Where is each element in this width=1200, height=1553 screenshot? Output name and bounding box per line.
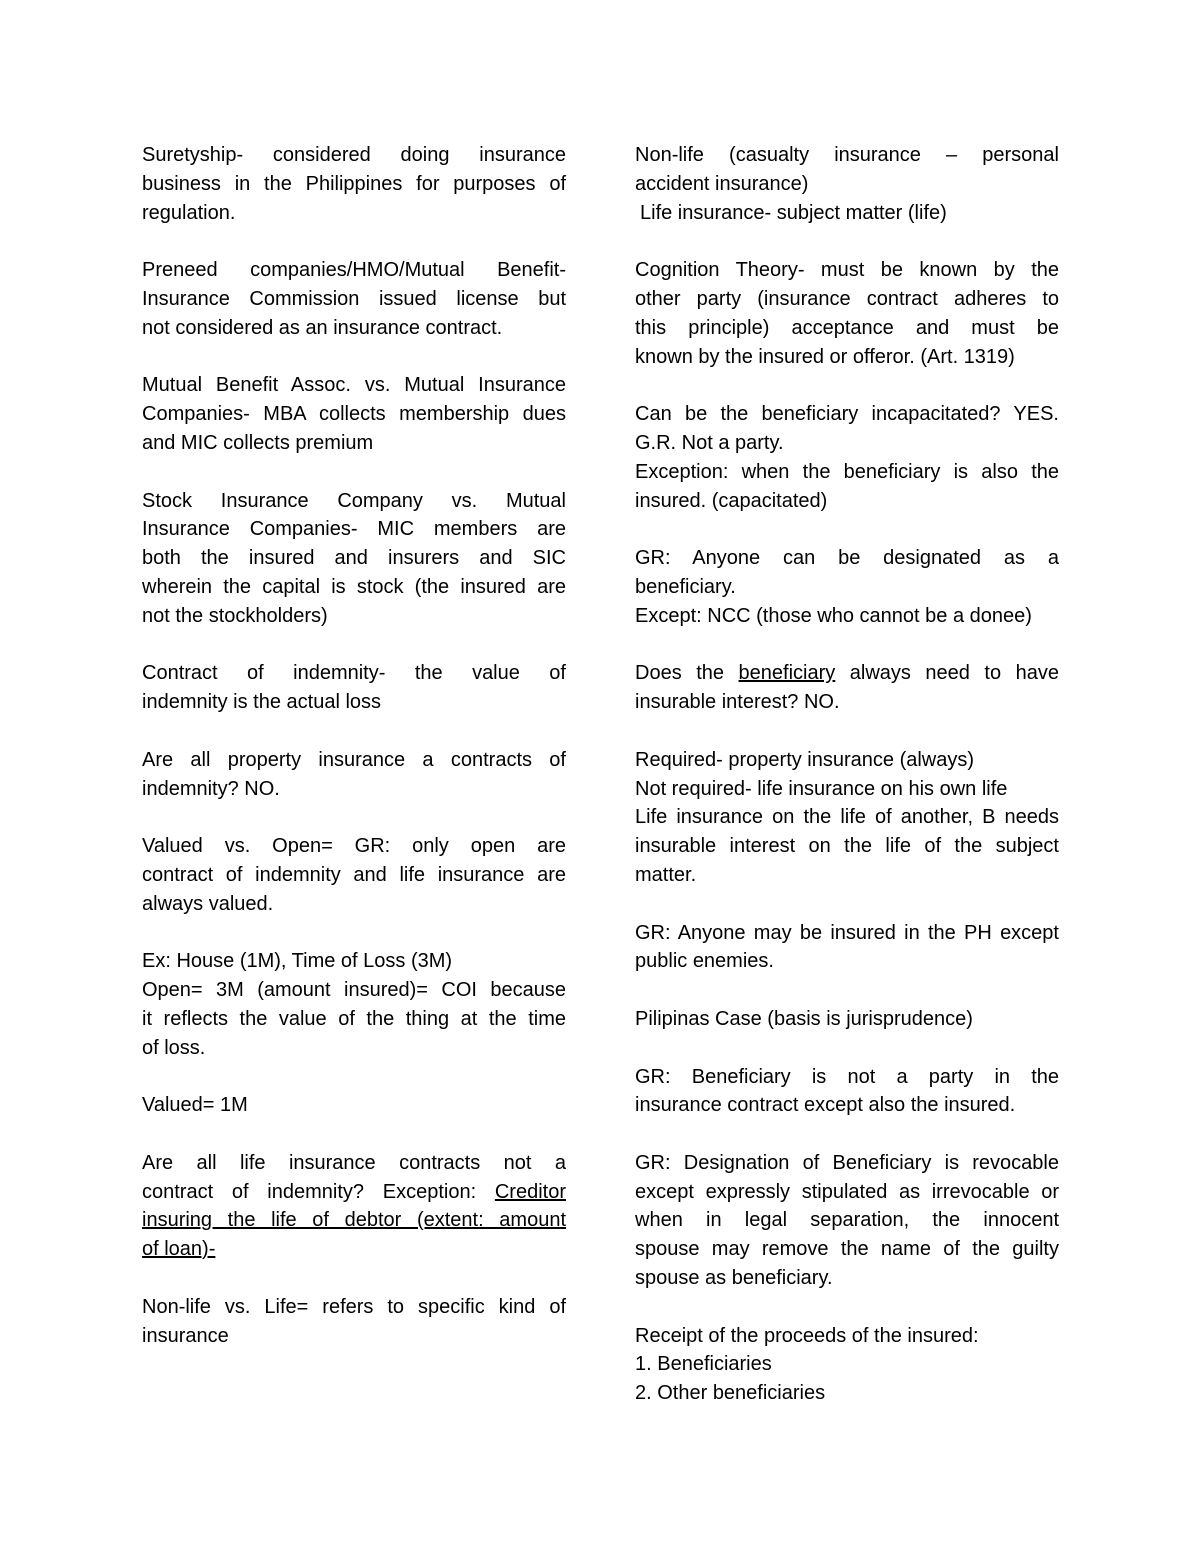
paragraph-stock-insurance [142, 487, 566, 631]
text-line: Can be the beneficiary incapacitated? YES. [635, 403, 1059, 426]
text-line: Valued vs. Open= GR: only open are [142, 835, 566, 858]
underlined-text: of loan)- [142, 1238, 216, 1261]
paragraph-non-life [635, 141, 1059, 227]
text-line: always valued. [142, 892, 274, 915]
text-line: beneficiary. [635, 575, 736, 598]
paragraph-beneficiary-not-party [635, 1063, 1059, 1121]
text-line: spouse may remove the name of the guilty [635, 1238, 1059, 1261]
paragraph-mutual-benefit [142, 371, 566, 457]
text-line: insurance [142, 1324, 229, 1347]
text-line: GR: Anyone can be designated as a [635, 547, 1059, 570]
paragraph-property-insurance [142, 746, 566, 804]
text-line: regulation. [142, 201, 236, 224]
text-line: public enemies. [635, 950, 774, 973]
text-line: Insurance Companies- MIC members are [142, 518, 566, 541]
text-line: insured. (capacitated) [635, 489, 828, 512]
text-line: GR: Anyone may be insured in the PH except [635, 921, 1059, 944]
text-line: business in the Philippines for purposes of [142, 172, 566, 195]
text-line: wherein the capital is stock (the insured are [142, 575, 566, 598]
text-line: accident insurance) [635, 172, 809, 195]
text-line: insurable interest? NO. [635, 691, 840, 714]
text-line: it reflects the value of the thing at the time [142, 1007, 566, 1030]
paragraph-life-insurance-exception [142, 1149, 566, 1264]
text-line: Not required- life insurance on his own life [635, 777, 1008, 800]
text-line: GR: Beneficiary is not a party in the [635, 1065, 1059, 1088]
text-line: contract of indemnity and life insurance are [142, 863, 566, 886]
text-line: Life insurance on the life of another, B needs [635, 806, 1059, 829]
text-line: both the insured and insurers and SIC [142, 547, 566, 570]
text-line: Stock Insurance Company vs. Mutual [142, 489, 566, 512]
text-line: Valued= 1M [142, 1094, 248, 1117]
text-line: Are all life insurance contracts not a [142, 1151, 566, 1174]
text-line: GR: Designation of Beneficiary is revocable [635, 1151, 1059, 1174]
paragraph-beneficiary-incapacitated [635, 400, 1059, 515]
paragraph-preneed [142, 256, 566, 342]
paragraph-insurable-interest [635, 659, 1059, 717]
text-line: known by the insured or offeror. (Art. 1319) [635, 345, 1015, 368]
underlined-text: Creditor [494, 1180, 566, 1203]
underlined-text: beneficiary [738, 662, 836, 685]
paragraph-designated-beneficiary [635, 544, 1059, 630]
left-column [142, 141, 566, 1379]
paragraph-suretyship [142, 141, 566, 227]
paragraph-valued-vs-open [142, 832, 566, 918]
text-line: matter. [635, 863, 697, 886]
text-line: other party (insurance contract adheres to [635, 287, 1059, 310]
text-line: Pilipinas Case (basis is jurisprudence) [635, 1007, 973, 1030]
list-item: 2. Other beneficiaries [635, 1382, 826, 1405]
text-line: Exception: when the beneficiary is also the [635, 460, 1059, 483]
text-line: not the stockholders) [142, 604, 328, 627]
text-segment: always need to have [835, 662, 1059, 685]
text-line: Suretyship- considered doing insurance [142, 144, 566, 166]
paragraph-example [142, 947, 566, 1062]
underlined-text: insuring the life of debtor (extent: amount [142, 1209, 566, 1232]
paragraph-non-life-vs-life [142, 1293, 566, 1351]
text-line: indemnity? NO. [142, 777, 280, 800]
text-line [635, 659, 1059, 688]
paragraph-receipt-of-proceeds [635, 1322, 1059, 1408]
text-line: Are all property insurance a contracts of [142, 748, 566, 771]
text-line: Insurance Commission issued license but [142, 287, 566, 310]
text-line: Contract of indemnity- the value of [142, 662, 566, 685]
paragraph-cognition-theory [635, 256, 1059, 371]
text-line: spouse as beneficiary. [635, 1267, 833, 1290]
paragraph-required [635, 746, 1059, 890]
paragraph-anyone-insured [635, 919, 1059, 977]
text-line: Non-life vs. Life= refers to specific kind of [142, 1295, 566, 1318]
paragraph-contract-of-indemnity [142, 659, 566, 717]
text-line: Ex: House (1M), Time of Loss (3M) [142, 950, 453, 973]
text-line: Cognition Theory- must be known by the [635, 259, 1059, 282]
text-line: Receipt of the proceeds of the insured: [635, 1324, 979, 1347]
text-line: not considered as an insurance contract. [142, 316, 503, 339]
text-line: this principle) acceptance and must be [635, 316, 1059, 339]
text-line: insurance contract except also the insured. [635, 1094, 1016, 1117]
text-segment: contract of indemnity? Exception: [142, 1180, 495, 1203]
text-line: except expressly stipulated as irrevocable or [635, 1180, 1059, 1203]
right-column [635, 141, 1059, 1437]
text-line: Life insurance- subject matter (life) [640, 201, 947, 224]
text-line: Open= 3M (amount insured)= COI because [142, 979, 566, 1002]
text-line: of loss. [142, 1036, 206, 1059]
text-line: and MIC collects premium [142, 431, 374, 454]
text-line: Preneed companies/HMO/Mutual Benefit- [142, 259, 566, 282]
text-line: Non-life (casualty insurance – personal [635, 144, 1059, 166]
text-line: indemnity is the actual loss [142, 691, 382, 714]
text-line: Mutual Benefit Assoc. vs. Mutual Insurance [142, 374, 566, 397]
text-line [142, 1178, 566, 1207]
text-segment: Does the [635, 662, 739, 685]
list-item: 1. Beneficiaries [635, 1353, 772, 1376]
text-line: Companies- MBA collects membership dues [142, 403, 566, 426]
paragraph-designation-revocable [635, 1149, 1059, 1293]
text-line: insurable interest on the life of the subject [635, 835, 1059, 858]
text-line: Except: NCC (those who cannot be a donee) [635, 604, 1032, 627]
text-line: when in legal separation, the innocent [635, 1209, 1059, 1232]
paragraph-valued [142, 1091, 566, 1120]
text-line: Required- property insurance (always) [635, 748, 975, 771]
paragraph-pilipinas-case [635, 1005, 1059, 1034]
text-line: G.R. Not a party. [635, 431, 784, 454]
